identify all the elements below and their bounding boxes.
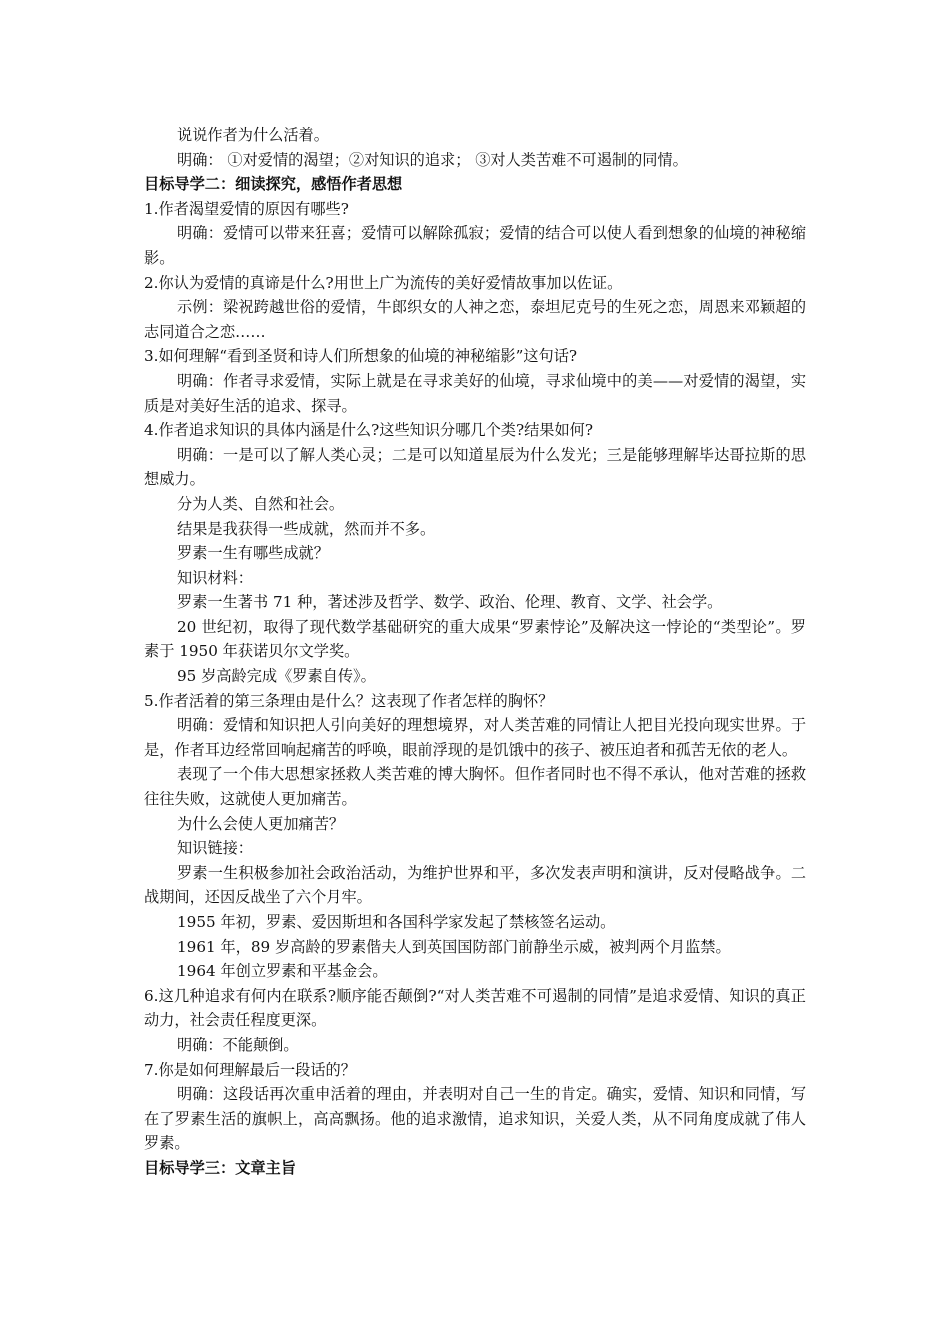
section-heading-3: 目标导学三：文章主旨 xyxy=(144,1158,296,1177)
knowledge-link-4: 1964 年创立罗素和平基金会。 xyxy=(177,962,388,981)
answer-3: 明确：作者寻求爱情，实际上就是在寻求美好的仙境，寻求仙境中的美——对爱情的渴望，实质是对美好生活的追求、探寻。 xyxy=(144,371,806,415)
question-2: 2.你认为爱情的真谛是什么?用世上广为流传的美好爱情故事加以佐证。 xyxy=(144,273,623,292)
answer-5-continued: 表现了一个伟大思想家拯救人类苦难的博大胸怀。但作者同时也不得不承认，他对苦难的拯救往往失败，这就使人更加痛苦。 xyxy=(144,765,806,809)
answer-2: 示例：梁祝跨越世俗的爱情，牛郎织女的人神之恋，泰坦尼克号的生死之恋，周恩来邓颖超的志同道合之恋…… xyxy=(144,298,806,341)
document-page xyxy=(144,123,806,1181)
question-6: 6.这几种追求有何内在联系?顺序能否颠倒?“对人类苦难不可遏制的同情”是追求爱情、知识的真正动力，社会责任程度更深。 xyxy=(144,986,806,1030)
paragraph-2: 明确： ①对爱情的渴望；②对知识的追求； ③对人类苦难不可遏制的同情。 xyxy=(177,150,688,169)
answer-4-result: 结果是我获得一些成就，然而并不多。 xyxy=(177,519,436,538)
question-7: 7.你是如何理解最后一段话的？ xyxy=(144,1060,356,1079)
follow-up-question-pain: 为什么会使人更加痛苦？ xyxy=(177,814,345,833)
answer-7: 明确：这段话再次重申活着的理由，并表明对自己一生的肯定。确实，爱情、知识和同情，写在了罗素生活的旗帜上，高高飘扬。他的追求激情，追求知识，关爱人类，从不同角度成就了伟人罗素。 xyxy=(144,1085,806,1153)
knowledge-link-3: 1961 年，89 岁高龄的罗素偕夫人到英国国防部门前静坐示威，被判两个月监禁。 xyxy=(177,937,731,956)
question-4: 4.作者追求知识的具体内涵是什么?这些知识分哪几个类?结果如何? xyxy=(144,421,593,440)
answer-5: 明确：爱情和知识把人引向美好的理想境界，对人类苦难的同情让人把目光投向现实世界。于是，作者耳边经常回响起痛苦的呼唤，眼前浮现的是饥饿中的孩子、被压迫者和孤苦无依的老人。 xyxy=(144,716,806,759)
knowledge-material-label: 知识材料： xyxy=(177,568,253,587)
knowledge-material-2: 20 世纪初，取得了现代数学基础研究的重大成果“罗素悖论”及解决这一悖论的“类型论”。罗素于 1950 年获诺贝尔文学奖。 xyxy=(144,617,806,661)
knowledge-material-3: 95 岁高龄完成《罗素自传》。 xyxy=(177,667,376,686)
question-3: 3.如何理解“看到圣贤和诗人们所想象的仙境的神秘缩影”这句话? xyxy=(144,347,578,366)
question-5: 5.作者活着的第三条理由是什么？这表现了作者怎样的胸怀？ xyxy=(144,691,554,710)
answer-4-categories: 分为人类、自然和社会。 xyxy=(177,494,345,513)
answer-1: 明确：爱情可以带来狂喜；爱情可以解除孤寂；爱情的结合可以使人看到想象的仙境的神秘缩影。 xyxy=(144,224,806,267)
question-1: 1.作者渴望爱情的原因有哪些? xyxy=(144,199,349,218)
knowledge-link-label: 知识链接： xyxy=(177,839,253,858)
follow-up-question-achievements: 罗素一生有哪些成就？ xyxy=(177,544,329,563)
paragraph-1: 说说作者为什么活着。 xyxy=(177,126,329,144)
answer-6: 明确：不能颠倒。 xyxy=(177,1035,299,1054)
section-heading-2: 目标导学二：细读探究，感悟作者思想 xyxy=(144,175,403,194)
knowledge-link-2: 1955 年初，罗素、爱因斯坦和各国科学家发起了禁核签名运动。 xyxy=(177,913,616,931)
answer-4: 明确：一是可以了解人类心灵；二是可以知道星辰为什么发光；三是能够理解毕达哥拉斯的思想威力。 xyxy=(144,445,806,489)
knowledge-material-1: 罗素一生著书 71 种，著述涉及哲学、数学、政治、伦理、教育、文学、社会学。 xyxy=(177,593,723,612)
knowledge-link-1: 罗素一生积极参加社会政治活动，为维护世界和平，多次发表声明和演讲，反对侵略战争。二战期间，还因反战坐了六个月牢。 xyxy=(144,863,806,907)
